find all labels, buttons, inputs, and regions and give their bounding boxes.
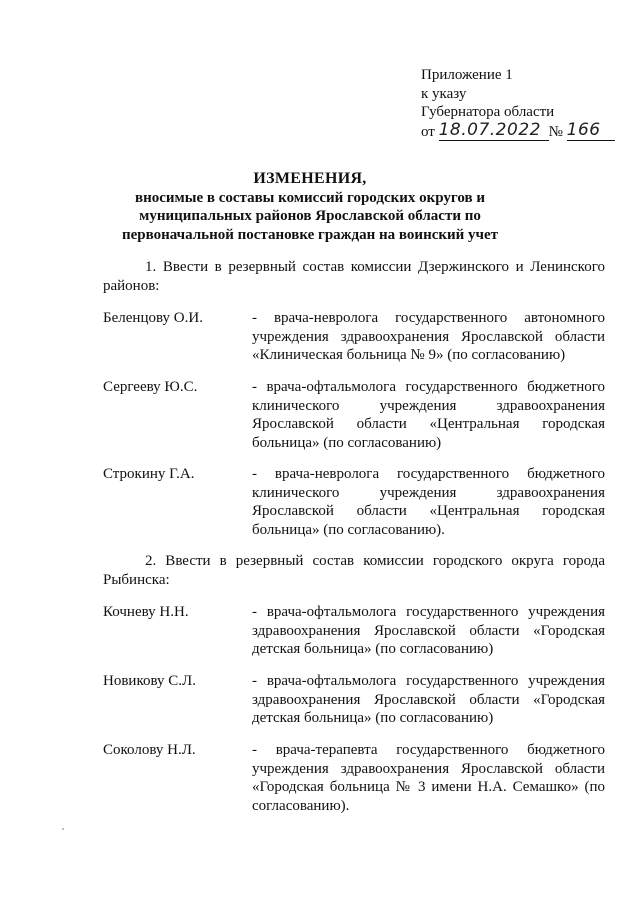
title-subtitle: вносимые в составы комиссий городских округов и муниципальных районов Ярославской области по первоначальной постановке граждан на воинский учет (121, 189, 499, 243)
member-name: Строкину Г.А. (103, 466, 195, 482)
member-name: Беленцову О.И. (103, 310, 203, 326)
member-role: - врача-офтальмолога государственного учреждения здравоохранения Ярославской области «Городская детская больница» (по согласованию) (252, 604, 605, 657)
decree-date-number-line (421, 119, 615, 143)
appendix-block (421, 66, 615, 142)
scan-speck (62, 828, 64, 830)
handwritten-date-field (439, 121, 549, 142)
appendix-line-3: Губернатора области (421, 104, 555, 120)
title-heading: ИЗМЕНЕНИЯ, (253, 170, 367, 187)
number-sign: № (548, 123, 563, 140)
member-role: - врача-офтальмолога государственного бюджетного клинического учреждения здравоохранения Ярославской области «Центральная городская больница» (по согласованию) (252, 379, 605, 451)
member-role: - врача-невролога государственного автономного учреждения здравоохранения Ярославской области «Клиническая больница № 9» (по согласованию) (252, 310, 605, 363)
member-name: Кочневу Н.Н. (103, 604, 189, 620)
handwritten-number: 166 (566, 119, 601, 140)
member-role: - врача-офтальмолога государственного учреждения здравоохранения Ярославской области «Городская детская больница» (по согласованию) (252, 673, 605, 726)
handwritten-number-field (567, 121, 615, 142)
section-1-intro: 1. Ввести в резервный состав комиссии Дзержинского и Ленинского районов: (103, 259, 605, 294)
member-role: - врача-терапевта государственного бюджетного учреждения здравоохранения Ярославской области «Городская больница № 3 имени Н.А. Семашко» (по согласованию). (252, 742, 605, 814)
member-name: Соколову Н.Л. (103, 742, 196, 758)
appendix-line-1: Приложение 1 (421, 67, 513, 83)
section-2-intro: 2. Ввести в резервный состав комиссии городского округа города Рыбинска: (103, 553, 605, 588)
member-role: - врача-невролога государственного бюджетного клинического учреждения здравоохранения Ярославской области «Центральная городская больница» (по согласованию). (252, 466, 605, 538)
appendix-line-2: к указу (421, 85, 467, 102)
handwritten-date: 18.07.2022 (438, 119, 541, 140)
document-title (100, 170, 520, 244)
member-name: Новикову С.Л. (103, 673, 196, 689)
date-prefix: от (421, 123, 435, 140)
member-name: Сергееву Ю.С. (103, 379, 198, 395)
